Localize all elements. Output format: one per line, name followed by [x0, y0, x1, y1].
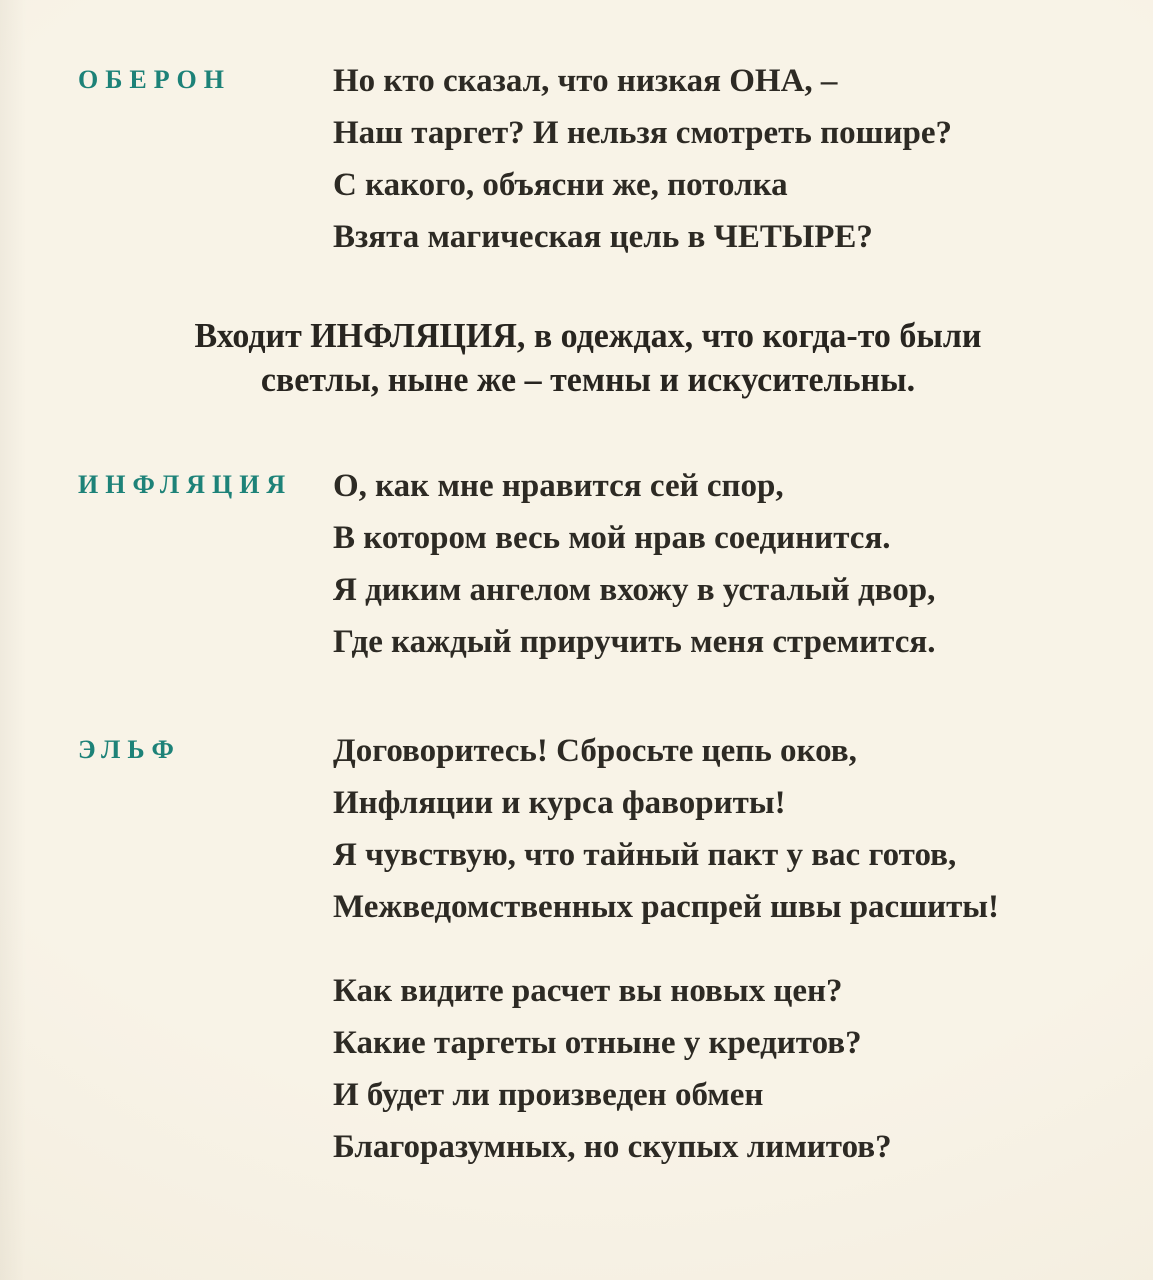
verse-line: В котором весь мой нрав соединится.: [333, 520, 891, 556]
verse-line: Инфляции и курса фавориты!: [333, 785, 786, 821]
stage-direction-line: светлы, ныне же – темны и искусительны.: [260, 360, 916, 399]
speech-block-oberon: [78, 55, 1098, 263]
verse-line: И будет ли произведен обмен: [333, 1077, 764, 1113]
verse-line: Но кто сказал, что низкая ОНА, –: [333, 63, 838, 99]
verse-line: Договоритесь! Сбросьте цепь оков,: [333, 733, 857, 769]
verse-line: Я диким ангелом вхожу в усталый двор,: [333, 572, 936, 608]
stage-direction-line: Входит ИНФЛЯЦИЯ, в одеждах, что когда-то были: [194, 316, 982, 355]
stanza: [333, 725, 1098, 933]
verse-line: Наш таргет? И нельзя смотреть пошире?: [333, 115, 952, 151]
speech-block-inflation: [78, 460, 1098, 668]
speaker-name: ЭЛЬФ: [78, 735, 181, 764]
stanza: [333, 965, 1098, 1173]
speech-block-elf: [78, 725, 1098, 1173]
verse-line: О, как мне нравится сей спор,: [333, 468, 784, 504]
speaker-name: ИНФЛЯЦИЯ: [78, 470, 293, 499]
speech-lines: [333, 725, 1098, 1173]
verse-line: Я чувствую, что тайный пакт у вас готов,: [333, 837, 957, 873]
verse-line: Взята магическая цель в ЧЕТЫРЕ?: [333, 219, 873, 255]
speech-lines: [333, 460, 1098, 668]
verse-line: Какие таргеты отныне у кредитов?: [333, 1025, 862, 1061]
speech-lines: [333, 55, 1098, 263]
verse-line: Благоразумных, но скупых лимитов?: [333, 1129, 892, 1165]
stanza: [333, 55, 1098, 263]
verse-line: Где каждый приручить меня стремится.: [333, 624, 936, 660]
speaker-name: ОБЕРОН: [78, 65, 231, 94]
verse-line: Как видите расчет вы новых цен?: [333, 973, 843, 1009]
stage-direction: [93, 314, 1082, 402]
verse-line: С какого, объясни же, потолка: [333, 167, 788, 203]
stanza: [333, 460, 1098, 668]
verse-line: Межведомственных распрей швы расшиты!: [333, 889, 1000, 925]
